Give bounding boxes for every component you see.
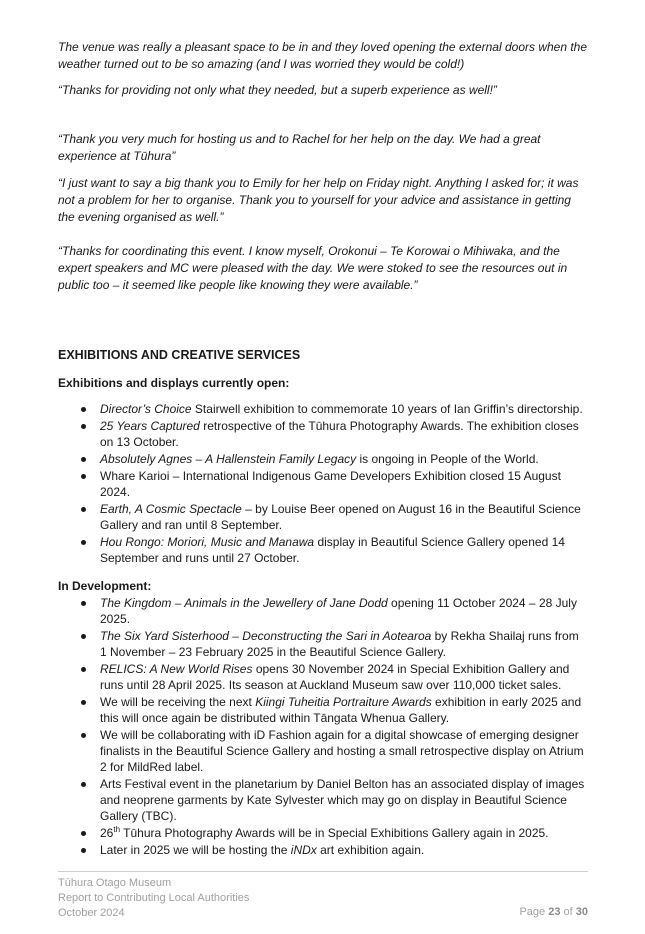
footer-org: Tūhura Otago Museum [58,877,172,889]
footer-divider [58,871,588,872]
list-item [58,694,588,726]
list-item-em: The Six Yard Sisterhood – Deconstructing the Sari in Aotearoa [100,629,432,643]
list-item [58,534,588,566]
list-item-rest: Stairwell exhibition to commemorate 10 years of Ian Griffin’s directorship. [191,402,583,416]
quote-superb-experience: “Thanks for providing not only what they needed, but a superb experience as well!” [58,83,497,97]
list-item [58,401,588,417]
list-item [58,727,588,775]
list-item-rest: opening 11 October 2024 – 28 July 2025. [100,596,577,626]
list-item-em: Earth, A Cosmic Spectacle [100,502,242,516]
page-prefix: Page [519,906,549,918]
list-item [58,418,588,450]
list-item [58,451,588,467]
in-development-heading: In Development: [58,579,152,593]
list-item-sup: th [113,825,121,834]
quote-thank-rachel: “Thank you very much for hosting us and to Rachel for her help on the day. We had a great experience at Tūhura” [58,132,541,163]
list-item-rest: Tūhura Photography Awards will be in Special Exhibitions Gallery again in 2025. [120,826,549,840]
quote-coordinating-event: “Thanks for coordinating this event. I know myself, Orokonui – Te Korowai o Mihiwaka, and the expert speakers and MC were pleased with the day. We were stoked to see the resources out in public too – it seemed like people like knowing they were available.” [58,244,568,292]
page-total: 30 [575,906,588,918]
list-item-em: 25 Years Captured [100,419,200,433]
list-item-rest: exhibition in early 2025 and this will once again be distributed within Tāngata Whenua Gallery. [100,695,582,725]
list-item-rest: by Rekha Shailaj runs from 1 November – 23 February 2025 in the Beautiful Science Gallery. [100,629,579,659]
list-item [58,776,588,824]
list-item-em: The Kingdom – Animals in the Jewellery of Jane Dodd [100,596,388,610]
list-item [58,628,588,660]
list-item [58,661,588,693]
list-item-pre: We will be receiving the next [100,695,256,709]
list-item-rest: is ongoing in People of the World. [356,452,539,466]
open-exhibitions-list [58,401,588,567]
list-item [58,825,588,841]
list-item-pre: Later in 2025 we will be hosting the [100,843,291,857]
in-development-list [58,595,588,859]
page-current: 23 [548,906,561,918]
list-item-em: Absolutely Agnes – A Hallenstein Family Legacy [100,452,357,466]
list-item-rest: art exhibition again. [316,843,425,857]
list-item-rest: display in Beautiful Science Gallery opened 14 September and runs until 27 October. [100,535,565,565]
list-item-pre: 26 [100,826,114,840]
quote-thank-emily: “I just want to say a big thank you to Emily for her help on Friday night. Anything I asked for; it was not a problem for her to organise. Thank you to yourself for your advice and assistance in getting the evening organised as well.” [58,176,579,224]
list-item-pre: Whare Karioi – International Indigenous Game Developers Exhibition closed 15 August 2024. [100,469,561,499]
quote-venue: The venue was really a pleasant space to be in and they loved opening the external doors when the weather turned out to be so amazing (and I was worried they would be cold!) [58,40,588,71]
list-item [58,501,588,533]
page-of: of [560,906,576,918]
list-item-pre: Arts Festival event in the planetarium by Daniel Belton has an associated display of images and neoprene garments by Kate Sylvester which may go on display in Beautiful Science Gallery (TBC). [100,777,585,823]
list-item-em: Director’s Choice [100,402,192,416]
list-item-rest: retrospective of the Tūhura Photography Awards. The exhibition closes on 13 October. [100,419,579,449]
list-item-rest: – by Louise Beer opened on August 16 in the Beautiful Science Gallery and ran until 8 September. [100,502,581,532]
open-exhibitions-heading: Exhibitions and displays currently open: [58,376,290,390]
footer-date: October 2024 [58,907,125,919]
list-item [58,595,588,627]
list-item-rest: opens 30 November 2024 in Special Exhibition Gallery and runs until 28 April 2025. Its season at Auckland Museum saw over 110,000 ticket sales. [100,662,570,692]
list-item-em: RELICS: A New World Rises [100,662,253,676]
footer-report: Report to Contributing Local Authorities [58,892,250,904]
list-item [58,842,588,858]
list-item-em: iNDx [290,843,317,857]
page-number [488,906,588,918]
list-item [58,468,588,500]
list-item-em: Hou Rongo: Moriori, Music and Manawa [100,535,315,549]
list-item-em: Kiingi Tuheitia Portraiture Awards [255,695,432,709]
list-item-pre: We will be collaborating with iD Fashion again for a digital showcase of emerging designer finalists in the Beautiful Science Gallery and hosting a small retrospective display on Atrium 2 for MildRed label. [100,728,584,774]
section-heading: EXHIBITIONS AND CREATIVE SERVICES [58,348,301,362]
